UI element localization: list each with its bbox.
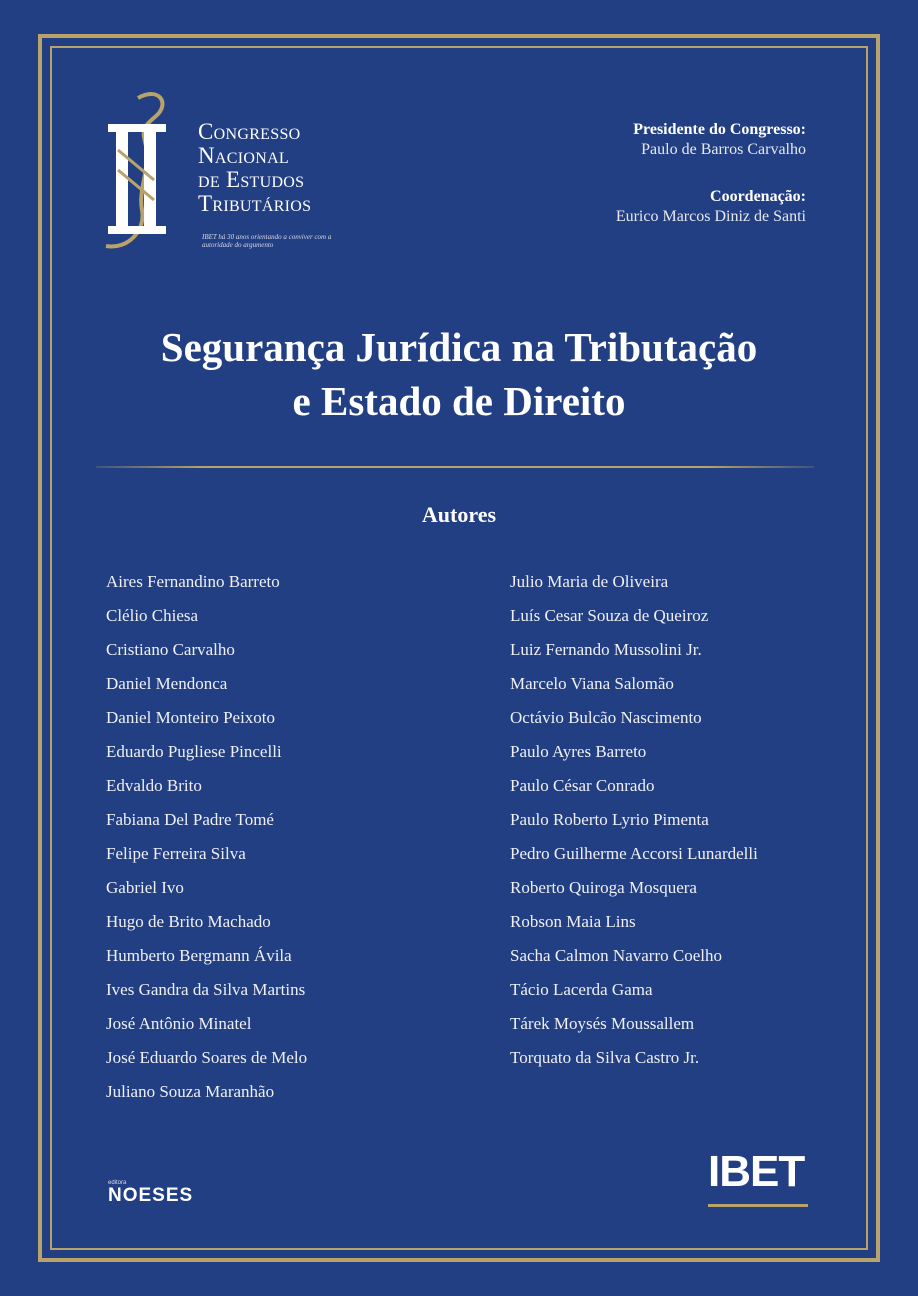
president-block bbox=[616, 120, 806, 160]
author-item: Clélio Chiesa bbox=[106, 606, 199, 625]
author-item: Humberto Bergmann Ávila bbox=[106, 946, 292, 965]
logo-line-4: Tributários bbox=[198, 191, 312, 216]
coordination-label: Coordenação: bbox=[710, 188, 806, 205]
gold-divider bbox=[96, 466, 814, 468]
author-item: Tárek Moysés Moussallem bbox=[510, 1014, 695, 1033]
authors-list-left bbox=[106, 565, 307, 1109]
roman-numeral-two-logo-icon bbox=[98, 90, 188, 260]
author-item: Octávio Bulcão Nascimento bbox=[510, 708, 702, 727]
author-item: Roberto Quiroga Mosquera bbox=[510, 878, 697, 897]
author-item: Pedro Guilherme Accorsi Lunardelli bbox=[510, 844, 758, 863]
author-item: Felipe Ferreira Silva bbox=[106, 844, 246, 863]
title-line-1: Segurança Jurídica na Tributação bbox=[160, 324, 758, 370]
author-item: Paulo César Conrado bbox=[510, 776, 655, 795]
author-item: Paulo Roberto Lyrio Pimenta bbox=[510, 810, 709, 829]
president-label: Presidente do Congresso: bbox=[633, 121, 806, 138]
author-item: Juliano Souza Maranhão bbox=[106, 1082, 275, 1101]
author-item: José Antônio Minatel bbox=[106, 1014, 252, 1033]
publisher-logo bbox=[108, 1180, 193, 1206]
coordination-block bbox=[616, 187, 806, 227]
author-item: Tácio Lacerda Gama bbox=[510, 980, 653, 999]
logo-line-1: Congresso bbox=[198, 119, 301, 144]
author-item: Daniel Mendonca bbox=[106, 674, 228, 693]
author-item: Luís Cesar Souza de Queiroz bbox=[510, 606, 709, 625]
title-line-2: e Estado de Direito bbox=[292, 378, 626, 424]
publisher-name: NOESES bbox=[108, 1185, 194, 1206]
author-item: Torquato da Silva Castro Jr. bbox=[510, 1048, 700, 1067]
author-item: Fabiana Del Padre Tomé bbox=[106, 810, 274, 829]
author-item: Paulo Ayres Barreto bbox=[510, 742, 647, 761]
author-item: Aires Fernandino Barreto bbox=[106, 572, 280, 591]
author-item: Marcelo Viana Salomão bbox=[510, 674, 674, 693]
author-item: Ives Gandra da Silva Martins bbox=[106, 980, 306, 999]
author-item: Sacha Calmon Navarro Coelho bbox=[510, 946, 722, 965]
logo-line-2: Nacional bbox=[198, 143, 290, 168]
coordination-name: Eurico Marcos Diniz de Santi bbox=[615, 208, 806, 225]
ibet-logo-underline bbox=[708, 1204, 808, 1207]
publisher-small-text: editora bbox=[108, 1180, 127, 1186]
author-item: Gabriel Ivo bbox=[106, 878, 184, 897]
author-item: Hugo de Brito Machado bbox=[106, 912, 271, 931]
authors-list-right bbox=[510, 565, 758, 1075]
author-item: Luiz Fernando Mussolini Jr. bbox=[510, 640, 702, 659]
author-item: Edvaldo Brito bbox=[106, 776, 202, 795]
author-item: José Eduardo Soares de Melo bbox=[106, 1048, 308, 1067]
authors-heading: Autores bbox=[421, 502, 497, 527]
author-item: Cristiano Carvalho bbox=[106, 640, 235, 659]
congress-logo bbox=[98, 90, 358, 265]
author-item: Eduardo Pugliese Pincelli bbox=[106, 742, 282, 761]
author-item: Julio Maria de Oliveira bbox=[510, 572, 669, 591]
ibet-logo: IBET bbox=[708, 1147, 805, 1196]
author-item: Robson Maia Lins bbox=[510, 912, 636, 931]
president-name: Paulo de Barros Carvalho bbox=[641, 141, 806, 158]
credits bbox=[616, 120, 806, 227]
logo-tagline: IBET há 30 anos orientando a conviver com a autoridade do argumento bbox=[202, 233, 332, 249]
book-title bbox=[60, 320, 858, 428]
congress-name bbox=[198, 120, 311, 216]
logo-line-3: de Estudos bbox=[198, 167, 305, 192]
author-item: Daniel Monteiro Peixoto bbox=[106, 708, 276, 727]
